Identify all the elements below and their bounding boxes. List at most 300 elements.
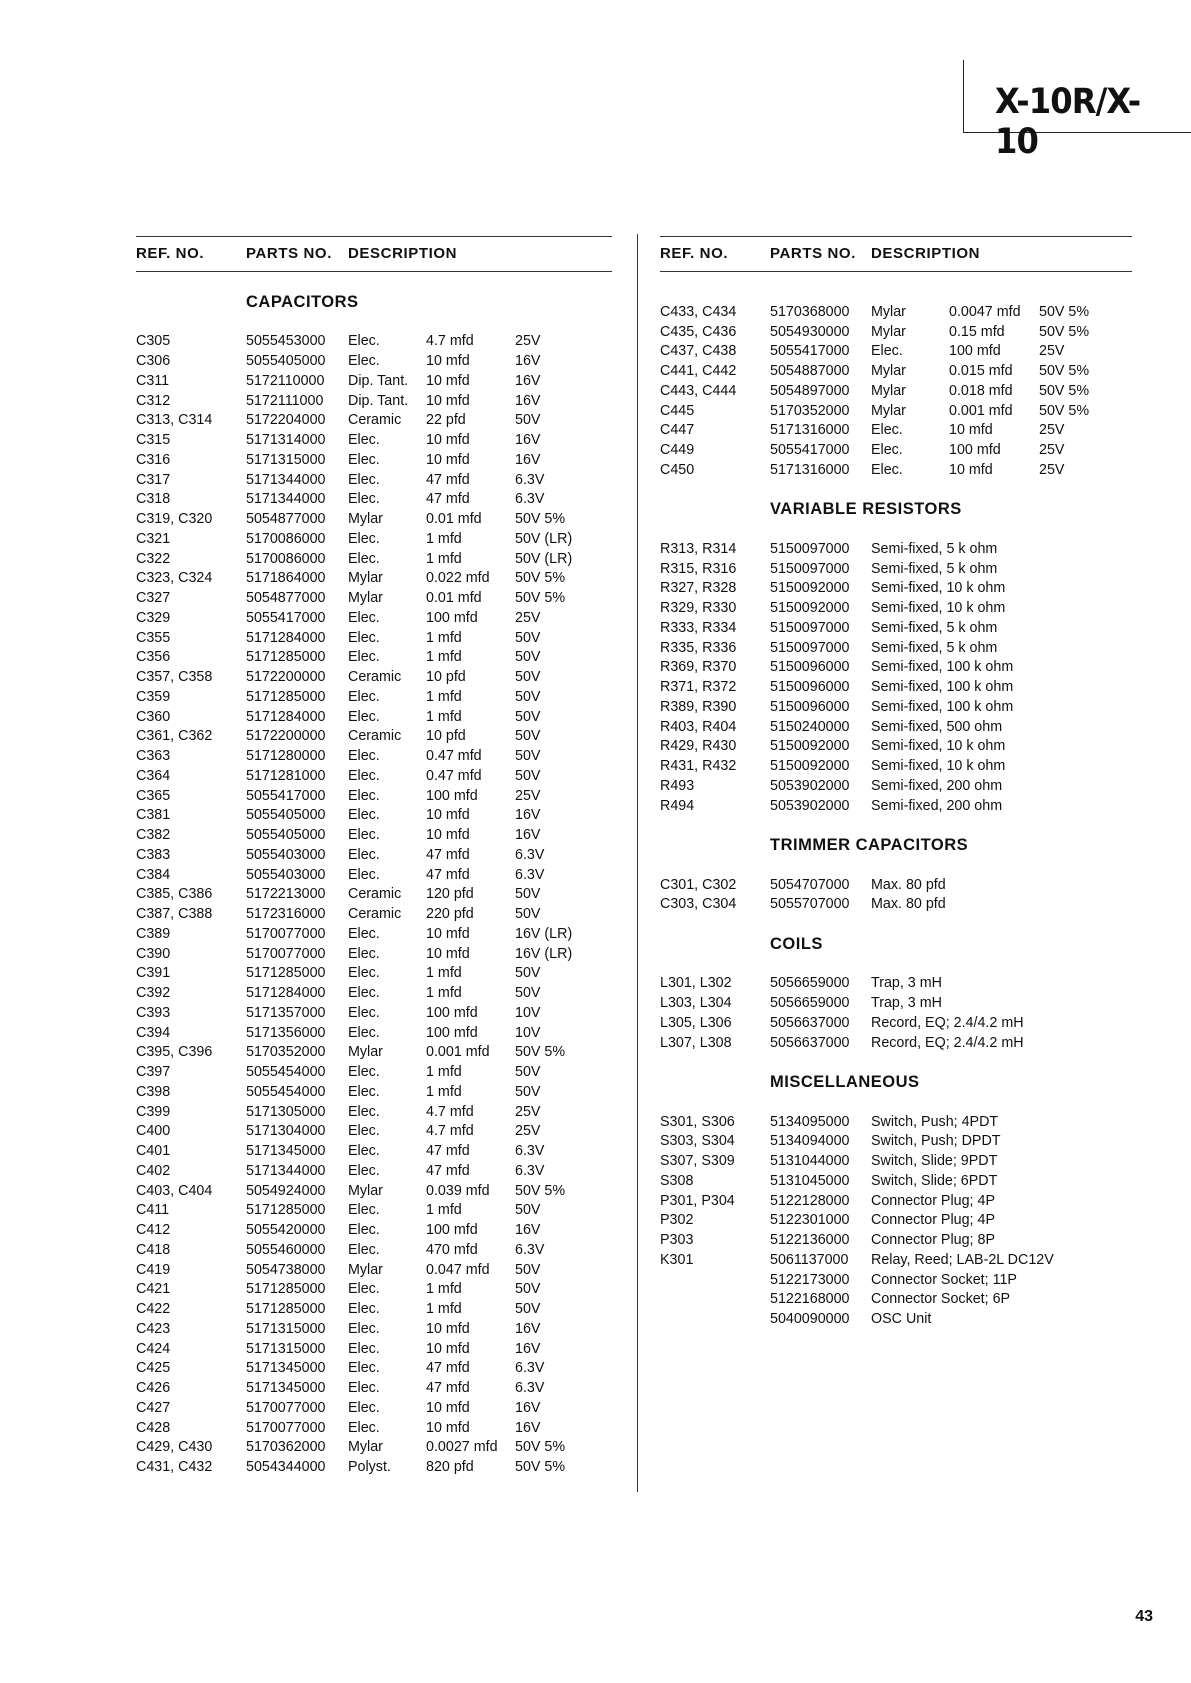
ref-no: L305, L306	[660, 1014, 732, 1031]
page-number: 43	[1135, 1608, 1153, 1625]
description-type: Elec.	[348, 1064, 380, 1080]
part-row	[660, 1231, 1132, 1251]
part-row	[136, 629, 612, 649]
part-row	[136, 945, 612, 965]
part-row	[136, 668, 612, 688]
parts-no: 5054707000	[770, 876, 850, 893]
description-type: Elec.	[348, 432, 380, 448]
description-type: Connector Plug; 4P	[871, 1212, 995, 1229]
description-rating: 50V 5%	[515, 570, 566, 587]
part-row	[136, 964, 612, 984]
ref-no: L303, L304	[660, 995, 732, 1011]
part-row	[660, 974, 1132, 994]
ref-no: C315	[136, 432, 171, 448]
description-rating: 6.3V	[515, 866, 545, 883]
description-type: Mylar	[871, 382, 906, 399]
ref-no: R494	[660, 797, 695, 814]
part-row	[136, 688, 612, 708]
parts-no: 5171284000	[246, 629, 326, 646]
ref-no: C313, C314	[136, 412, 213, 429]
spacer	[136, 313, 612, 333]
parts-no: 5171314000	[246, 432, 326, 448]
description-value: 10 mfd	[426, 1399, 470, 1416]
ref-no: C402	[136, 1162, 171, 1179]
part-row	[660, 797, 1132, 817]
description-type: Switch, Push; DPDT	[871, 1133, 1001, 1150]
part-row	[136, 826, 612, 846]
section-title: VARIABLE RESISTORS	[770, 500, 962, 519]
parts-no: 5122168000	[770, 1291, 850, 1308]
description-type: Semi-fixed, 5 k ohm	[871, 560, 998, 577]
part-row	[136, 1419, 612, 1439]
parts-no: 5172316000	[246, 906, 326, 922]
part-row	[136, 471, 612, 491]
parts-no: 5170086000	[246, 550, 326, 567]
part-row	[136, 431, 612, 451]
ref-no: C419	[136, 1261, 171, 1278]
description-rating: 50V	[515, 669, 541, 685]
ref-no: C311	[136, 372, 170, 389]
parts-no: 5122173000	[770, 1271, 850, 1288]
description-type: Elec.	[348, 471, 380, 488]
description-type: Elec.	[348, 748, 380, 764]
description-type: Elec.	[348, 1143, 380, 1159]
description-value: 0.01 mfd	[426, 511, 482, 527]
parts-no: 5171285000	[246, 688, 326, 705]
description-rating: 50V	[515, 767, 541, 784]
parts-no: 5150097000	[770, 540, 850, 557]
parts-no: 5171280000	[246, 748, 326, 764]
part-row	[136, 332, 612, 352]
description-type: Mylar	[348, 1182, 383, 1199]
description-header: DESCRIPTION	[871, 245, 981, 262]
section-title: TRIMMER CAPACITORS	[770, 836, 969, 854]
description-value: 0.047 mfd	[426, 1261, 490, 1278]
parts-no: 5170352000	[246, 1044, 326, 1061]
part-row	[136, 1043, 612, 1063]
description-rating: 50V	[515, 886, 541, 903]
parts-no: 5054930000	[770, 323, 850, 340]
description-type: Semi-fixed, 100 k ohm	[871, 698, 1014, 715]
part-row	[136, 1024, 612, 1044]
parts-no: 5171316000	[770, 461, 850, 478]
description-type: Semi-fixed, 10 k ohm	[871, 758, 1006, 774]
section-heading	[660, 935, 1132, 955]
ref-no: R403, R404	[660, 718, 737, 735]
parts-no: 5172204000	[246, 412, 326, 429]
description-type: Elec.	[871, 422, 903, 439]
ref-no: C450	[660, 461, 695, 478]
part-row	[136, 1083, 612, 1103]
description-type: Switch, Push; 4PDT	[871, 1113, 999, 1130]
description-value: 1 mfd	[426, 1083, 462, 1100]
description-value: 0.47 mfd	[426, 767, 482, 784]
description-type: Connector Socket; 11P	[871, 1271, 1017, 1288]
parts-no: 5150092000	[770, 580, 850, 597]
parts-no: 5122128000	[770, 1192, 850, 1209]
description-type: Elec.	[348, 1320, 380, 1337]
part-row	[136, 1458, 612, 1478]
part-row	[136, 1340, 612, 1360]
ref-no: C316	[136, 451, 171, 468]
ref-no: C447	[660, 422, 695, 439]
description-rating: 50V 5%	[515, 1182, 566, 1199]
ref-no: C421	[136, 1281, 171, 1298]
ref-no: C359	[136, 688, 171, 705]
part-row	[660, 994, 1132, 1014]
description-value: 0.015 mfd	[949, 363, 1013, 379]
part-row	[136, 490, 612, 510]
description-type: Elec.	[348, 1162, 380, 1179]
parts-no: 5171315000	[246, 1340, 326, 1357]
description-rating: 50V	[515, 985, 541, 1001]
ref-no: C393	[136, 1004, 171, 1021]
description-type: Semi-fixed, 10 k ohm	[871, 580, 1006, 597]
part-row	[660, 1251, 1132, 1271]
description-rating: 10V	[515, 1004, 541, 1021]
part-row	[136, 1182, 612, 1202]
description-rating: 50V	[515, 1064, 541, 1080]
parts-no: 5055405000	[246, 353, 326, 369]
description-rating: 50V 5%	[515, 1459, 566, 1475]
description-type: Elec.	[348, 945, 380, 962]
description-type: Semi-fixed, 100 k ohm	[871, 679, 1014, 695]
description-value: 100 mfd	[426, 609, 478, 626]
part-row	[136, 1142, 612, 1162]
section-heading	[136, 293, 612, 313]
description-value: 1 mfd	[426, 530, 462, 547]
spacer	[660, 915, 1132, 935]
description-rating: 25V	[515, 609, 541, 626]
parts-no: 5150092000	[770, 738, 850, 755]
part-row	[136, 510, 612, 530]
description-value: 10 mfd	[426, 827, 470, 843]
description-header: DESCRIPTION	[348, 245, 458, 262]
description-value: 10 mfd	[426, 432, 470, 448]
parts-no: 5055453000	[246, 333, 326, 350]
description-type: Connector Socket; 6P	[871, 1291, 1011, 1308]
ref-no: C318	[136, 491, 171, 508]
description-type: Mylar	[871, 303, 906, 320]
description-type: Elec.	[871, 461, 903, 478]
description-type: Elec.	[348, 451, 380, 468]
part-row	[660, 342, 1132, 362]
description-type: Elec.	[348, 491, 380, 508]
description-type: Record, EQ; 2.4/4.2 mH	[871, 1034, 1024, 1051]
description-type: Ceramic	[348, 886, 402, 903]
parts-no: 5055417000	[246, 787, 326, 804]
parts-no: 5055405000	[246, 807, 326, 824]
part-row	[136, 1280, 612, 1300]
parts-no: 5171284000	[246, 708, 326, 725]
spacer	[660, 1053, 1132, 1073]
part-row	[660, 441, 1132, 461]
description-type: Mylar	[348, 570, 383, 587]
description-rating: 50V	[515, 688, 541, 705]
description-value: 1 mfd	[426, 1281, 462, 1298]
parts-no: 5171344000	[246, 491, 326, 508]
ref-no: C449	[660, 442, 695, 458]
part-row	[136, 767, 612, 787]
description-rating: 50V 5%	[1039, 303, 1090, 320]
part-row	[660, 876, 1132, 896]
parts-no: 5172213000	[246, 886, 326, 903]
ref-no: C356	[136, 649, 171, 666]
part-row	[136, 530, 612, 550]
parts-no: 5150240000	[770, 718, 850, 735]
description-type: Ceramic	[348, 669, 402, 685]
description-value: 47 mfd	[426, 1380, 470, 1396]
description-rating: 16V	[515, 451, 541, 468]
spacer	[660, 520, 1132, 540]
ref-no: C317	[136, 471, 171, 488]
description-type: Elec.	[348, 1222, 380, 1238]
ref-no: S307, S309	[660, 1153, 735, 1169]
ref-no: C391	[136, 965, 171, 982]
part-row	[136, 1103, 612, 1123]
ref-no: C426	[136, 1380, 171, 1396]
description-value: 47 mfd	[426, 866, 470, 883]
description-value: 0.01 mfd	[426, 590, 482, 606]
part-row	[136, 846, 612, 866]
part-row	[136, 1399, 612, 1419]
description-value: 10 mfd	[426, 925, 470, 942]
parts-no: 5171345000	[246, 1380, 326, 1396]
description-type: Ceramic	[348, 412, 402, 429]
description-value: 0.0027 mfd	[426, 1439, 498, 1456]
description-rating: 50V	[515, 906, 541, 922]
parts-no: 5170362000	[246, 1439, 326, 1456]
description-type: Elec.	[348, 985, 380, 1001]
part-row	[660, 1172, 1132, 1192]
description-rating: 50V	[515, 1301, 541, 1317]
parts-no: 5170352000	[770, 402, 850, 419]
ref-no: C323, C324	[136, 570, 213, 587]
description-value: 0.001 mfd	[949, 402, 1013, 419]
description-type: Trap, 3 mH	[871, 995, 942, 1011]
ref-no: L307, L308	[660, 1034, 732, 1051]
ref-no: C365	[136, 787, 171, 804]
part-row	[660, 382, 1132, 402]
parts-no: 5134095000	[770, 1113, 850, 1130]
ref-no: C429, C430	[136, 1439, 213, 1456]
ref-no: C401	[136, 1143, 171, 1159]
description-type: Semi-fixed, 200 ohm	[871, 777, 1003, 794]
description-rating: 16V	[515, 432, 541, 448]
ref-no: L301, L302	[660, 975, 732, 992]
description-rating: 50V (LR)	[515, 550, 573, 567]
ref-no: C355	[136, 629, 171, 646]
description-rating: 50V (LR)	[515, 530, 573, 547]
part-row	[136, 905, 612, 925]
ref-no: C431, C432	[136, 1459, 213, 1475]
parts-no: 5055420000	[246, 1222, 326, 1238]
description-type: Elec.	[348, 787, 380, 804]
parts-no: 5171864000	[246, 570, 326, 587]
parts-no: 5150097000	[770, 619, 850, 636]
ref-no: C303, C304	[660, 896, 737, 913]
part-row	[660, 1034, 1132, 1054]
ref-no: R327, R328	[660, 580, 737, 597]
description-value: 100 mfd	[426, 1024, 478, 1041]
parts-no: 5054897000	[770, 382, 850, 399]
parts-no: 5170368000	[770, 303, 850, 320]
parts-no: 5055454000	[246, 1083, 326, 1100]
description-rating: 50V	[515, 1261, 541, 1278]
part-row	[660, 402, 1132, 422]
description-rating: 16V	[515, 1419, 541, 1436]
description-type: Record, EQ; 2.4/4.2 mH	[871, 1014, 1024, 1031]
description-value: 47 mfd	[426, 846, 470, 863]
description-type: Elec.	[348, 353, 380, 369]
part-row	[136, 1379, 612, 1399]
description-type: Elec.	[348, 767, 380, 784]
description-type: Elec.	[348, 866, 380, 883]
part-row	[136, 550, 612, 570]
ref-no	[660, 1271, 770, 1291]
part-row	[660, 1132, 1132, 1152]
description-type: Elec.	[348, 1083, 380, 1100]
description-value: 22 pfd	[426, 412, 466, 429]
part-row	[136, 885, 612, 905]
part-row	[136, 1162, 612, 1182]
ref-no: C428	[136, 1419, 171, 1436]
description-rating: 16V (LR)	[515, 925, 573, 942]
description-rating: 25V	[515, 1123, 541, 1140]
ref-no: C411	[136, 1202, 170, 1219]
description-rating: 25V	[1039, 422, 1065, 439]
description-type: Connector Plug; 4P	[871, 1192, 995, 1209]
ref-no: C322	[136, 550, 171, 567]
parts-no: 5055405000	[246, 827, 326, 843]
parts-no: 5171281000	[246, 767, 326, 784]
part-row	[660, 698, 1132, 718]
ref-no: C301, C302	[660, 876, 737, 893]
parts-no: 5053902000	[770, 797, 850, 814]
description-type: Dip. Tant.	[348, 372, 409, 389]
part-row	[660, 1113, 1132, 1133]
parts-no: 5171285000	[246, 1202, 326, 1219]
ref-no: C327	[136, 590, 171, 606]
column-divider	[637, 234, 638, 1492]
part-row	[660, 718, 1132, 738]
description-type: Elec.	[348, 1281, 380, 1298]
parts-no-header: PARTS NO.	[770, 245, 856, 262]
description-value: 4.7 mfd	[426, 333, 474, 350]
section-heading	[660, 1073, 1132, 1093]
ref-no: R493	[660, 777, 695, 794]
spacer	[660, 816, 1132, 836]
description-type: Elec.	[348, 807, 380, 824]
description-type: Elec.	[348, 827, 380, 843]
parts-no: 5131045000	[770, 1172, 850, 1189]
description-type: Dip. Tant.	[348, 392, 409, 409]
description-type: Elec.	[348, 649, 380, 666]
description-type: Elec.	[871, 343, 903, 360]
parts-no: 5054344000	[246, 1459, 326, 1475]
parts-no: 5171285000	[246, 1281, 326, 1298]
description-rating: 25V	[515, 787, 541, 804]
ref-no: C437, C438	[660, 343, 737, 360]
description-rating: 16V	[515, 1340, 541, 1357]
section-title: CAPACITORS	[246, 292, 359, 311]
part-row	[660, 658, 1132, 678]
ref-no: C387, C388	[136, 906, 213, 922]
ref-no: C398	[136, 1083, 171, 1100]
part-row	[136, 392, 612, 412]
description-value: 0.022 mfd	[426, 570, 490, 587]
ref-no: C423	[136, 1320, 171, 1337]
section-heading	[660, 500, 1132, 520]
description-rating: 50V	[515, 708, 541, 725]
description-value: 0.15 mfd	[949, 323, 1005, 340]
description-rating: 50V	[515, 1202, 541, 1219]
part-row	[660, 1014, 1132, 1034]
part-row	[660, 737, 1132, 757]
parts-no: 5171315000	[246, 1320, 326, 1337]
part-row	[136, 866, 612, 886]
description-type: Semi-fixed, 200 ohm	[871, 797, 1003, 814]
ref-no: P301, P304	[660, 1192, 735, 1209]
description-value: 470 mfd	[426, 1241, 478, 1258]
description-value: 47 mfd	[426, 491, 470, 508]
right-parts-list	[660, 283, 1132, 1330]
ref-no: C389	[136, 925, 171, 942]
description-type: Mylar	[871, 323, 906, 340]
parts-no: 5054924000	[246, 1182, 326, 1199]
description-rating: 50V 5%	[515, 511, 566, 527]
part-row	[136, 925, 612, 945]
ref-no: C397	[136, 1064, 171, 1080]
description-type: Semi-fixed, 5 k ohm	[871, 619, 998, 636]
part-row	[136, 1241, 612, 1261]
description-rating: 16V	[515, 1222, 541, 1238]
ref-no: C392	[136, 985, 171, 1001]
part-row	[136, 569, 612, 589]
parts-no: 5150096000	[770, 698, 850, 715]
description-rating: 50V 5%	[1039, 323, 1090, 340]
ref-no: P302	[660, 1212, 694, 1229]
description-rating: 6.3V	[515, 1162, 545, 1179]
left-parts-list	[136, 273, 612, 1478]
parts-no: 5131044000	[770, 1153, 850, 1169]
description-type: Elec.	[348, 965, 380, 982]
part-row	[136, 1261, 612, 1281]
description-rating: 50V 5%	[1039, 382, 1090, 399]
description-rating: 16V	[515, 353, 541, 369]
part-row	[136, 451, 612, 471]
description-rating: 6.3V	[515, 1241, 545, 1258]
ref-no: C306	[136, 353, 171, 369]
ref-no: R389, R390	[660, 698, 737, 715]
description-rating: 6.3V	[515, 1380, 545, 1396]
description-value: 10 mfd	[426, 1340, 470, 1357]
description-rating: 25V	[1039, 442, 1065, 458]
ref-no: R315, R316	[660, 560, 737, 577]
description-type: Elec.	[348, 1360, 380, 1377]
description-type: OSC Unit	[871, 1311, 932, 1327]
description-value: 1 mfd	[426, 965, 462, 982]
description-value: 0.001 mfd	[426, 1044, 490, 1061]
part-row	[660, 639, 1132, 659]
parts-no: 5172110000	[246, 372, 325, 389]
part-row	[136, 372, 612, 392]
description-type: Elec.	[871, 442, 903, 458]
description-type: Elec.	[348, 1380, 380, 1396]
description-value: 1 mfd	[426, 1202, 462, 1219]
parts-no: 5171344000	[246, 471, 326, 488]
description-type: Elec.	[348, 1340, 380, 1357]
